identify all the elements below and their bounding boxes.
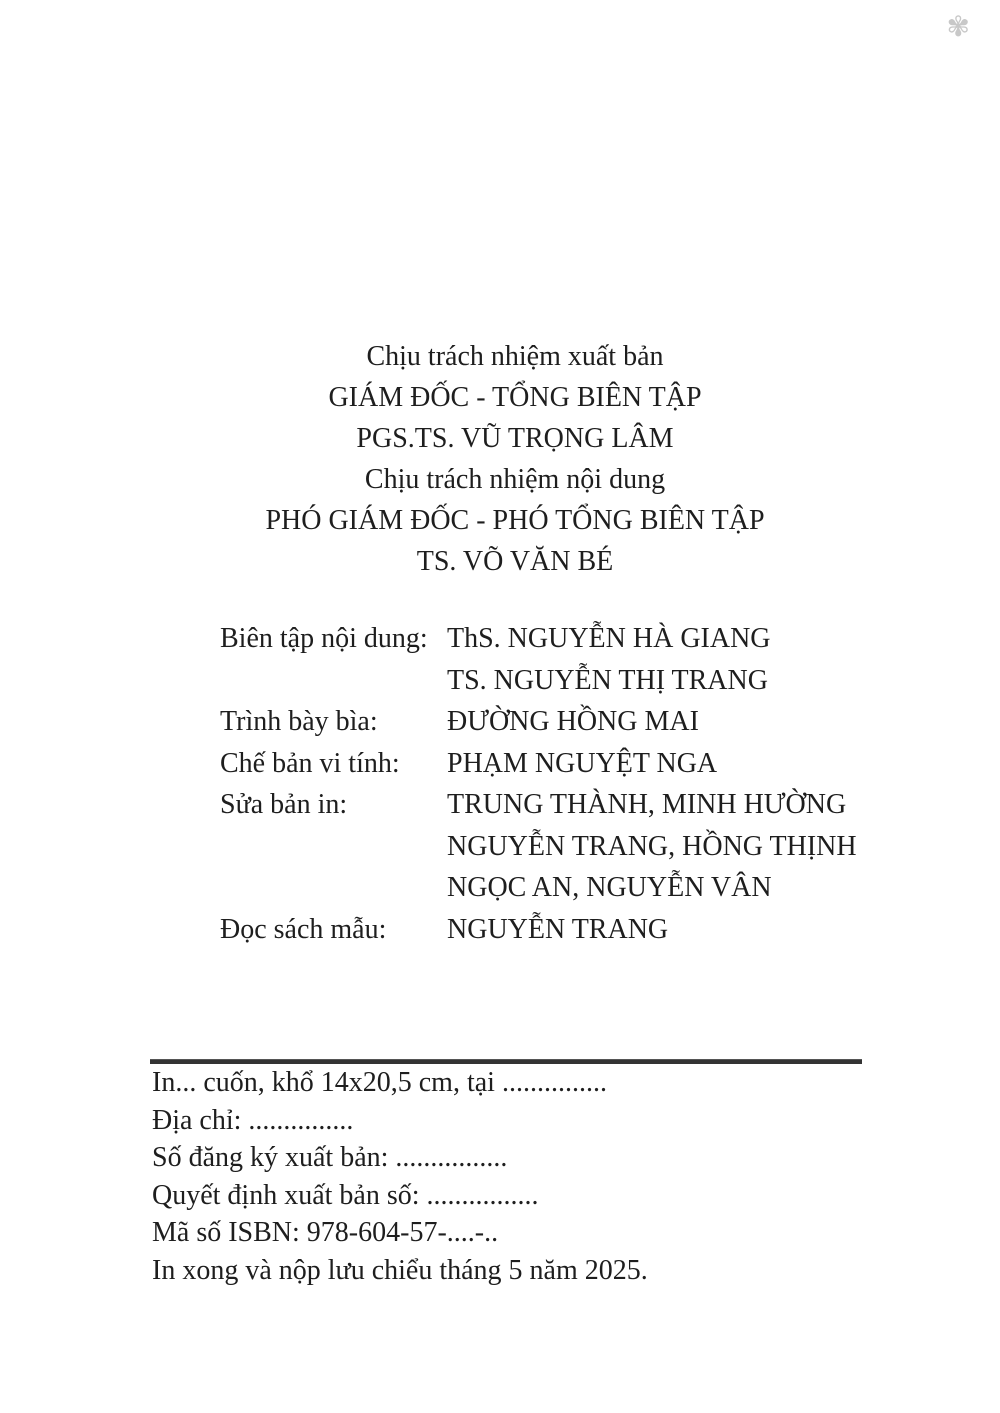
deputy-director-name: TS. VÕ VĂN BÉ	[416, 546, 614, 577]
director-title: GIÁM ĐỐC - TỔNG BIÊN TẬP	[328, 382, 702, 413]
publishing-decision-line: Quyết định xuất bản số: ................	[152, 1179, 539, 1211]
credit-row	[220, 743, 857, 785]
credit-label	[220, 826, 447, 868]
deputy-director-title: PHÓ GIÁM ĐỐC - PHÓ TỔNG BIÊN TẬP	[265, 505, 765, 536]
credit-label: Đọc sách mẫu:	[220, 913, 387, 945]
credit-value: TS. NGUYỄN THỊ TRANG	[447, 664, 768, 696]
credit-label: Trình bày bìa:	[220, 706, 378, 737]
credit-value: NGỌC AN, NGUYỄN VÂN	[447, 872, 772, 903]
director-name: PGS.TS. VŨ TRỌNG LÂM	[356, 423, 674, 454]
credit-row	[220, 909, 857, 951]
address-line: Địa chỉ: ...............	[152, 1104, 354, 1136]
registration-number-line: Số đăng ký xuất bản: ................	[152, 1142, 508, 1174]
print-run-line: In... cuốn, khổ 14x20,5 cm, tại ...............	[152, 1067, 607, 1098]
credit-label: Biên tập nội dung:	[220, 623, 428, 654]
credit-value: ThS. NGUYỄN HÀ GIANG	[447, 623, 771, 654]
deposit-date-line: In xong và nộp lưu chiểu tháng 5 năm 2025.	[152, 1254, 648, 1286]
credit-label: Chế bản vi tính:	[220, 747, 400, 779]
credit-row	[220, 701, 857, 743]
credit-row	[220, 660, 857, 702]
credit-value: NGUYỄN TRANG, HỒNG THỊNH	[447, 830, 857, 862]
credit-label: Sửa bản in:	[220, 789, 348, 820]
credit-value: PHẠM NGUYỆT NGA	[447, 747, 718, 779]
publisher-responsibility-block	[30, 336, 1000, 582]
credits-block	[220, 618, 857, 950]
print-info-block	[152, 1064, 648, 1290]
credit-value: TRUNG THÀNH, MINH HƯỜNG	[447, 789, 847, 820]
credit-row	[220, 618, 857, 660]
responsibility-publishing-heading: Chịu trách nhiệm xuất bản	[366, 341, 664, 372]
credit-row	[220, 867, 857, 909]
responsibility-content-heading: Chịu trách nhiệm nội dung	[364, 464, 666, 495]
flower-ornament-icon: ✾	[946, 12, 970, 43]
credit-label	[220, 867, 447, 909]
credit-row	[220, 784, 857, 826]
credit-row	[220, 826, 857, 868]
credit-value: NGUYỄN TRANG	[447, 913, 669, 945]
credit-value: ĐƯỜNG HỒNG MAI	[447, 706, 699, 737]
credit-label	[220, 660, 447, 702]
isbn-line: Mã số ISBN: 978-604-57-....-..	[152, 1217, 499, 1249]
